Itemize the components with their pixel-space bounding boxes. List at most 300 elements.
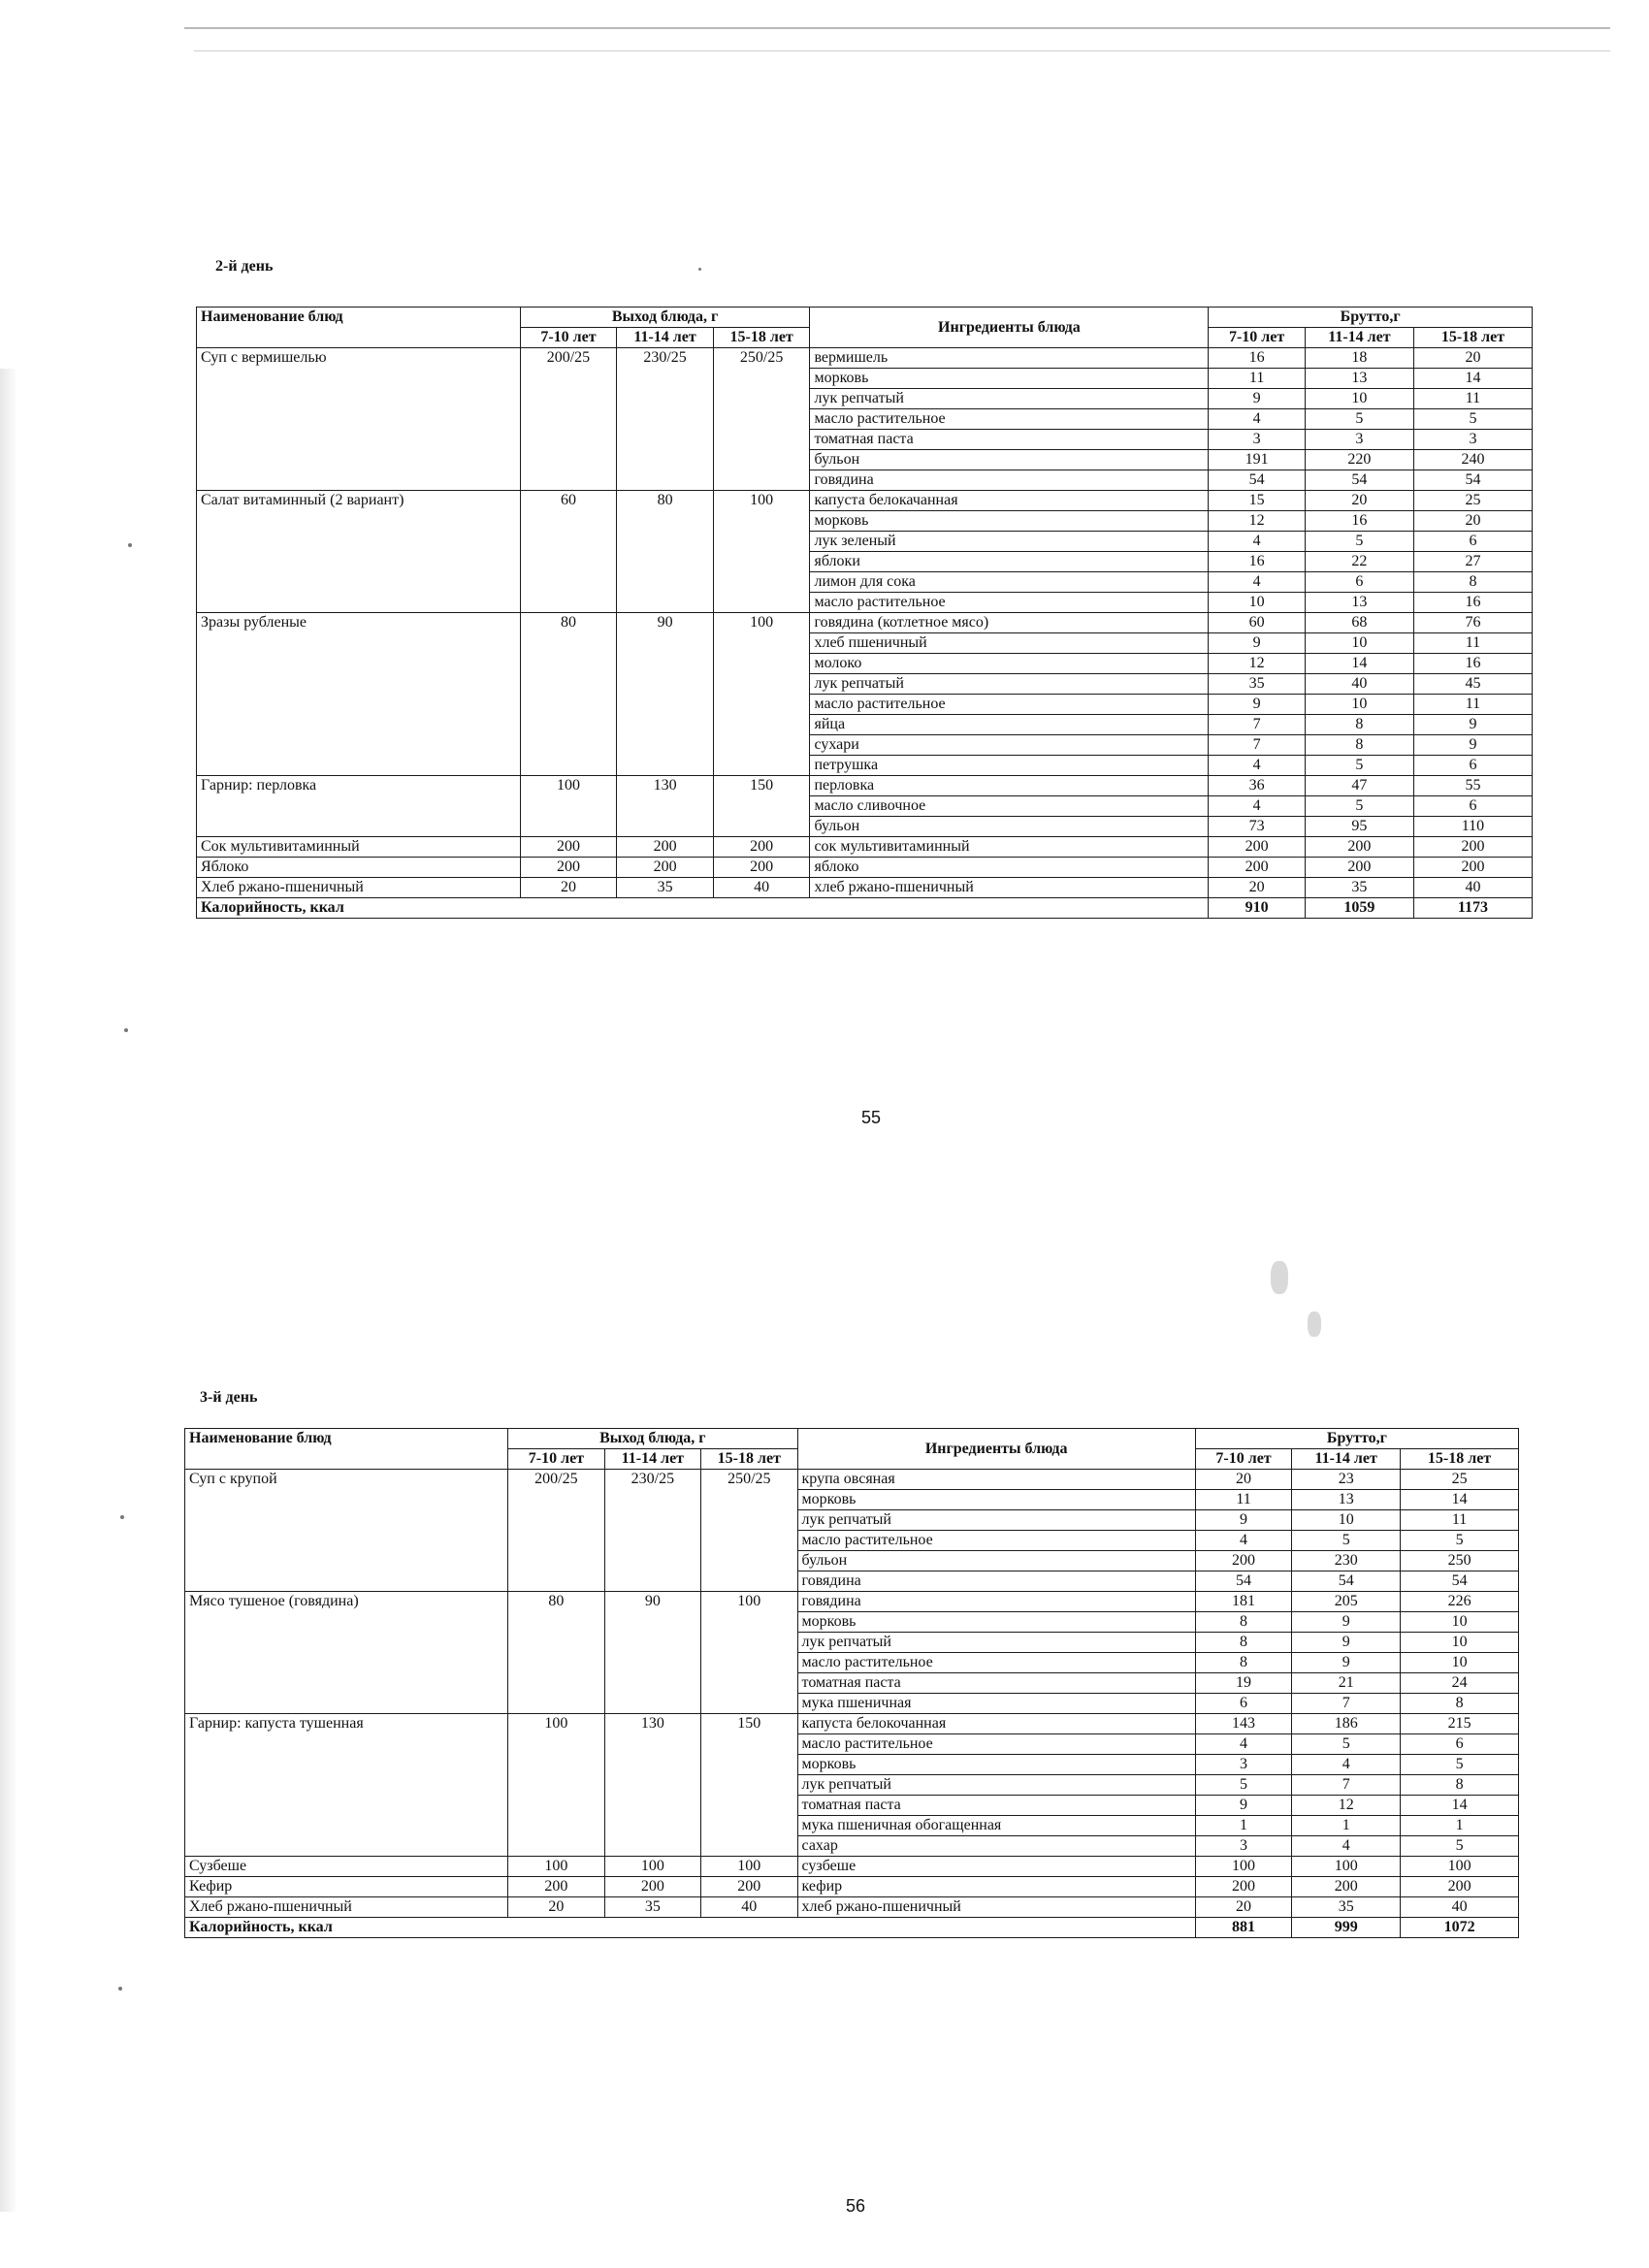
- ingredient-brutto: 110: [1413, 817, 1532, 837]
- page-edge: [194, 50, 1610, 90]
- page-number: 56: [846, 2196, 866, 2216]
- dish-name: Суп с вермишелью: [197, 348, 521, 491]
- dish-output: 80: [617, 491, 714, 613]
- ingredient-name: яйца: [810, 715, 1209, 735]
- scan-speck: [118, 1987, 122, 1991]
- scan-speck: [698, 268, 701, 271]
- ingredient-brutto: 8: [1195, 1612, 1291, 1633]
- ingredient-brutto: 4: [1209, 796, 1306, 817]
- ingredient-name: петрушка: [810, 756, 1209, 776]
- ingredient-brutto: 73: [1209, 817, 1306, 837]
- ingredient-brutto: 35: [1209, 674, 1306, 695]
- ingredient-name: говядина: [797, 1592, 1195, 1612]
- ingredient-brutto: 200: [1413, 858, 1532, 878]
- ingredient-name: морковь: [797, 1755, 1195, 1775]
- ingredient-brutto: 9: [1195, 1796, 1291, 1816]
- ingredient-brutto: 1: [1292, 1816, 1401, 1836]
- ingredient-name: морковь: [810, 369, 1209, 389]
- ingredient-brutto: 16: [1413, 593, 1532, 613]
- ingredient-brutto: 4: [1292, 1836, 1401, 1857]
- ingredient-name: томатная паста: [797, 1796, 1195, 1816]
- ingredient-brutto: 4: [1209, 572, 1306, 593]
- ingredient-brutto: 25: [1413, 491, 1532, 511]
- ingredient-brutto: 5: [1305, 756, 1413, 776]
- header-row: [185, 1429, 1519, 1449]
- dish-name: Гарнир: перловка: [197, 776, 521, 837]
- ingredient-brutto: 250: [1401, 1551, 1519, 1571]
- dish-output: 130: [604, 1714, 700, 1857]
- ingredient-brutto: 15: [1209, 491, 1306, 511]
- ingredient-name: масло растительное: [797, 1734, 1195, 1755]
- ingredient-name: сузбеше: [797, 1857, 1195, 1877]
- ingredient-name: хлеб ржано-пшеничный: [810, 878, 1209, 898]
- ingredient-brutto: 20: [1195, 1897, 1291, 1918]
- ingredient-name: масло растительное: [810, 409, 1209, 430]
- dish-output: 150: [701, 1714, 797, 1857]
- scan-smudge: [1308, 1312, 1321, 1337]
- ingredient-name: вермишель: [810, 348, 1209, 369]
- dish-name: Зразы рубленые: [197, 613, 521, 776]
- ingredient-name: лук репчатый: [797, 1775, 1195, 1796]
- dish-output: 200: [508, 1877, 604, 1897]
- ingredient-brutto: 24: [1401, 1673, 1519, 1694]
- ingredient-name: кефир: [797, 1877, 1195, 1897]
- ingredient-brutto: 14: [1305, 654, 1413, 674]
- ingredient-brutto: 4: [1292, 1755, 1401, 1775]
- age-header: 15-18 лет: [1401, 1449, 1519, 1470]
- ingredient-brutto: 9: [1413, 715, 1532, 735]
- age-header: 7-10 лет: [1209, 328, 1306, 348]
- column-header-ingredients: Ингредиенты блюда: [810, 308, 1209, 348]
- ingredient-brutto: 7: [1209, 715, 1306, 735]
- ingredient-brutto: 5: [1195, 1775, 1291, 1796]
- dish-output: 130: [617, 776, 714, 837]
- column-header-brutto: Брутто,г: [1195, 1429, 1518, 1449]
- calories-label: Калорийность, ккал: [197, 898, 1209, 919]
- ingredient-brutto: 13: [1305, 369, 1413, 389]
- ingredient-brutto: 191: [1209, 450, 1306, 470]
- ingredient-brutto: 9: [1292, 1633, 1401, 1653]
- age-header: 11-14 лет: [1292, 1449, 1401, 1470]
- dish-name: Кефир: [185, 1877, 508, 1897]
- ingredient-name: морковь: [797, 1490, 1195, 1510]
- ingredient-brutto: 68: [1305, 613, 1413, 633]
- ingredient-brutto: 6: [1413, 796, 1532, 817]
- ingredient-brutto: 100: [1195, 1857, 1291, 1877]
- dish-output: 60: [520, 491, 617, 613]
- ingredient-brutto: 5: [1413, 409, 1532, 430]
- ingredient-brutto: 10: [1209, 593, 1306, 613]
- dish-output: 20: [520, 878, 617, 898]
- ingredient-name: яблоки: [810, 552, 1209, 572]
- ingredient-brutto: 4: [1195, 1734, 1291, 1755]
- ingredient-brutto: 5: [1401, 1531, 1519, 1551]
- age-header: 11-14 лет: [1305, 328, 1413, 348]
- ingredient-brutto: 200: [1413, 837, 1532, 858]
- ingredient-name: хлеб ржано-пшеничный: [797, 1897, 1195, 1918]
- ingredient-brutto: 16: [1209, 552, 1306, 572]
- ingredient-brutto: 9: [1292, 1653, 1401, 1673]
- dish-output: 200: [604, 1877, 700, 1897]
- ingredient-brutto: 143: [1195, 1714, 1291, 1734]
- ingredient-brutto: 5: [1401, 1836, 1519, 1857]
- ingredient-brutto: 4: [1195, 1531, 1291, 1551]
- ingredient-brutto: 18: [1305, 348, 1413, 369]
- ingredient-brutto: 4: [1209, 532, 1306, 552]
- ingredient-brutto: 10: [1305, 633, 1413, 654]
- ingredient-brutto: 8: [1401, 1775, 1519, 1796]
- ingredient-brutto: 3: [1305, 430, 1413, 450]
- table-row: [197, 776, 1533, 796]
- scan-smudge: [1271, 1261, 1288, 1294]
- scan-speck: [128, 543, 132, 547]
- ingredient-brutto: 230: [1292, 1551, 1401, 1571]
- ingredient-brutto: 226: [1401, 1592, 1519, 1612]
- ingredient-brutto: 7: [1209, 735, 1306, 756]
- column-header-output: Выход блюда, г: [508, 1429, 797, 1449]
- ingredient-brutto: 100: [1292, 1857, 1401, 1877]
- ingredient-brutto: 20: [1305, 491, 1413, 511]
- ingredient-brutto: 6: [1413, 532, 1532, 552]
- ingredient-name: лук репчатый: [797, 1510, 1195, 1531]
- dish-output: 100: [701, 1857, 797, 1877]
- scan-speck: [124, 1028, 128, 1032]
- ingredient-brutto: 11: [1413, 389, 1532, 409]
- ingredient-brutto: 20: [1413, 348, 1532, 369]
- dish-output: 200/25: [508, 1470, 604, 1592]
- ingredient-brutto: 45: [1413, 674, 1532, 695]
- ingredient-name: лук репчатый: [810, 674, 1209, 695]
- dish-output: 200: [520, 837, 617, 858]
- ingredient-name: морковь: [810, 511, 1209, 532]
- dish-output: 100: [508, 1857, 604, 1877]
- ingredient-brutto: 95: [1305, 817, 1413, 837]
- table-row: [197, 613, 1533, 633]
- age-header: 15-18 лет: [713, 328, 810, 348]
- ingredient-brutto: 5: [1292, 1531, 1401, 1551]
- column-header-output: Выход блюда, г: [520, 308, 810, 328]
- ingredient-name: бульон: [797, 1551, 1195, 1571]
- ingredient-brutto: 8: [1305, 715, 1413, 735]
- dish-output: 100: [508, 1714, 604, 1857]
- ingredient-name: масло растительное: [810, 695, 1209, 715]
- ingredient-brutto: 40: [1305, 674, 1413, 695]
- dish-name: Суп с крупой: [185, 1470, 508, 1592]
- ingredient-brutto: 200: [1195, 1877, 1291, 1897]
- ingredient-brutto: 76: [1413, 613, 1532, 633]
- ingredient-brutto: 12: [1209, 654, 1306, 674]
- table-row: [185, 1857, 1519, 1877]
- ingredient-brutto: 35: [1292, 1897, 1401, 1918]
- table-row: [185, 1877, 1519, 1897]
- dish-output: 80: [520, 613, 617, 776]
- dish-output: 250/25: [713, 348, 810, 491]
- dish-output: 90: [617, 613, 714, 776]
- age-header: 7-10 лет: [520, 328, 617, 348]
- ingredient-brutto: 13: [1305, 593, 1413, 613]
- ingredient-name: сок мультивитаминный: [810, 837, 1209, 858]
- ingredient-brutto: 27: [1413, 552, 1532, 572]
- dish-name: Сок мультивитаминный: [197, 837, 521, 858]
- ingredient-brutto: 11: [1195, 1490, 1291, 1510]
- ingredient-name: масло растительное: [797, 1653, 1195, 1673]
- calories-value: 1173: [1413, 898, 1532, 919]
- calories-row: [197, 898, 1533, 919]
- ingredient-brutto: 200: [1209, 858, 1306, 878]
- scan-speck: [120, 1515, 124, 1519]
- ingredient-name: масло растительное: [797, 1531, 1195, 1551]
- table-row: [197, 491, 1533, 511]
- ingredient-brutto: 12: [1292, 1796, 1401, 1816]
- ingredient-brutto: 16: [1413, 654, 1532, 674]
- dish-output: 80: [508, 1592, 604, 1714]
- ingredient-brutto: 9: [1413, 735, 1532, 756]
- ingredient-name: лук зеленый: [810, 532, 1209, 552]
- ingredient-name: томатная паста: [797, 1673, 1195, 1694]
- table-row: [185, 1897, 1519, 1918]
- ingredient-brutto: 5: [1401, 1755, 1519, 1775]
- ingredient-name: лук репчатый: [810, 389, 1209, 409]
- dish-output: 100: [701, 1592, 797, 1714]
- ingredient-brutto: 8: [1195, 1633, 1291, 1653]
- ingredient-brutto: 200: [1292, 1877, 1401, 1897]
- ingredient-name: перловка: [810, 776, 1209, 796]
- ingredient-brutto: 14: [1401, 1490, 1519, 1510]
- calories-label: Калорийность, ккал: [185, 1918, 1196, 1938]
- ingredient-name: томатная паста: [810, 430, 1209, 450]
- ingredient-brutto: 35: [1305, 878, 1413, 898]
- dish-name: Мясо тушеное (говядина): [185, 1592, 508, 1714]
- table-row: [185, 1470, 1519, 1490]
- ingredient-brutto: 54: [1209, 470, 1306, 491]
- ingredient-brutto: 40: [1413, 878, 1532, 898]
- ingredient-brutto: 8: [1413, 572, 1532, 593]
- ingredient-brutto: 10: [1401, 1633, 1519, 1653]
- dish-output: 20: [508, 1897, 604, 1918]
- ingredient-brutto: 14: [1413, 369, 1532, 389]
- ingredient-brutto: 7: [1292, 1775, 1401, 1796]
- ingredient-name: лук репчатый: [797, 1633, 1195, 1653]
- ingredient-brutto: 5: [1292, 1734, 1401, 1755]
- calories-value: 910: [1209, 898, 1306, 919]
- age-header: 7-10 лет: [1195, 1449, 1291, 1470]
- ingredient-brutto: 215: [1401, 1714, 1519, 1734]
- ingredient-brutto: 10: [1401, 1612, 1519, 1633]
- ingredient-brutto: 200: [1305, 858, 1413, 878]
- column-header-dish: Наименование блюд: [197, 308, 521, 348]
- ingredient-name: хлеб пшеничный: [810, 633, 1209, 654]
- calories-row: [185, 1918, 1519, 1938]
- age-header: 15-18 лет: [1413, 328, 1532, 348]
- ingredient-brutto: 22: [1305, 552, 1413, 572]
- table-row: [185, 1714, 1519, 1734]
- ingredient-brutto: 9: [1292, 1612, 1401, 1633]
- ingredient-name: говядина (котлетное мясо): [810, 613, 1209, 633]
- dish-output: 200: [701, 1877, 797, 1897]
- ingredient-brutto: 5: [1305, 409, 1413, 430]
- ingredient-brutto: 200: [1305, 837, 1413, 858]
- ingredient-brutto: 13: [1292, 1490, 1401, 1510]
- dish-output: 200/25: [520, 348, 617, 491]
- table-row: [197, 837, 1533, 858]
- ingredient-brutto: 54: [1401, 1571, 1519, 1592]
- ingredient-brutto: 9: [1209, 633, 1306, 654]
- ingredient-brutto: 14: [1401, 1796, 1519, 1816]
- ingredient-brutto: 11: [1209, 369, 1306, 389]
- calories-value: 881: [1195, 1918, 1291, 1938]
- calories-value: 1072: [1401, 1918, 1519, 1938]
- scan-shadow: [0, 369, 17, 2212]
- dish-name: Хлеб ржано-пшеничный: [197, 878, 521, 898]
- ingredient-brutto: 11: [1413, 695, 1532, 715]
- ingredient-brutto: 19: [1195, 1673, 1291, 1694]
- ingredient-brutto: 200: [1209, 837, 1306, 858]
- dish-output: 100: [713, 613, 810, 776]
- ingredient-brutto: 54: [1305, 470, 1413, 491]
- ingredient-brutto: 8: [1401, 1694, 1519, 1714]
- ingredient-brutto: 11: [1401, 1510, 1519, 1531]
- ingredient-brutto: 6: [1413, 756, 1532, 776]
- ingredient-brutto: 100: [1401, 1857, 1519, 1877]
- dish-output: 200: [617, 837, 714, 858]
- ingredient-name: капуста белокачанная: [810, 491, 1209, 511]
- age-header: 7-10 лет: [508, 1449, 604, 1470]
- ingredient-brutto: 1: [1401, 1816, 1519, 1836]
- ingredient-brutto: 220: [1305, 450, 1413, 470]
- calories-value: 1059: [1305, 898, 1413, 919]
- ingredient-name: бульон: [810, 450, 1209, 470]
- dish-output: 150: [713, 776, 810, 837]
- table-row: [197, 878, 1533, 898]
- dish-output: 100: [604, 1857, 700, 1877]
- day-title: 2-й день: [215, 258, 274, 275]
- ingredient-brutto: 20: [1195, 1470, 1291, 1490]
- ingredient-name: мука пшеничная: [797, 1694, 1195, 1714]
- dish-output: 200: [713, 858, 810, 878]
- ingredient-name: лимон для сока: [810, 572, 1209, 593]
- column-header-brutto: Брутто,г: [1209, 308, 1533, 328]
- ingredient-name: бульон: [810, 817, 1209, 837]
- ingredient-name: говядина: [797, 1571, 1195, 1592]
- ingredient-brutto: 11: [1413, 633, 1532, 654]
- ingredient-brutto: 47: [1305, 776, 1413, 796]
- ingredient-brutto: 3: [1413, 430, 1532, 450]
- ingredient-brutto: 5: [1305, 796, 1413, 817]
- dish-output: 200: [520, 858, 617, 878]
- column-header-dish: Наименование блюд: [185, 1429, 508, 1470]
- age-header: 11-14 лет: [604, 1449, 700, 1470]
- ingredient-brutto: 55: [1413, 776, 1532, 796]
- ingredient-brutto: 8: [1305, 735, 1413, 756]
- ingredient-brutto: 9: [1195, 1510, 1291, 1531]
- ingredient-brutto: 6: [1305, 572, 1413, 593]
- ingredient-brutto: 9: [1209, 695, 1306, 715]
- ingredient-name: сахар: [797, 1836, 1195, 1857]
- dish-name: Яблоко: [197, 858, 521, 878]
- ingredient-name: морковь: [797, 1612, 1195, 1633]
- dish-output: 90: [604, 1592, 700, 1714]
- menu-table-day-3: [184, 1428, 1519, 1938]
- ingredient-name: масло сливочное: [810, 796, 1209, 817]
- ingredient-brutto: 7: [1292, 1694, 1401, 1714]
- dish-output: 230/25: [604, 1470, 700, 1592]
- dish-output: 35: [604, 1897, 700, 1918]
- table-row: [185, 1592, 1519, 1612]
- ingredient-brutto: 54: [1292, 1571, 1401, 1592]
- dish-output: 230/25: [617, 348, 714, 491]
- dish-name: Салат витаминный (2 вариант): [197, 491, 521, 613]
- ingredient-brutto: 6: [1401, 1734, 1519, 1755]
- ingredient-brutto: 8: [1195, 1653, 1291, 1673]
- ingredient-brutto: 25: [1401, 1470, 1519, 1490]
- ingredient-brutto: 21: [1292, 1673, 1401, 1694]
- ingredient-name: яблоко: [810, 858, 1209, 878]
- page-number: 55: [861, 1108, 882, 1127]
- ingredient-brutto: 23: [1292, 1470, 1401, 1490]
- age-header: 15-18 лет: [701, 1449, 797, 1470]
- ingredient-brutto: 4: [1209, 756, 1306, 776]
- ingredient-brutto: 10: [1292, 1510, 1401, 1531]
- column-header-ingredients: Ингредиенты блюда: [797, 1429, 1195, 1470]
- dish-name: Хлеб ржано-пшеничный: [185, 1897, 508, 1918]
- ingredient-brutto: 9: [1209, 389, 1306, 409]
- ingredient-brutto: 205: [1292, 1592, 1401, 1612]
- age-header: 11-14 лет: [617, 328, 714, 348]
- dish-output: 40: [701, 1897, 797, 1918]
- ingredient-brutto: 186: [1292, 1714, 1401, 1734]
- ingredient-name: мука пшеничная обогащенная: [797, 1816, 1195, 1836]
- ingredient-brutto: 10: [1401, 1653, 1519, 1673]
- ingredient-name: крупа овсяная: [797, 1470, 1195, 1490]
- dish-output: 200: [617, 858, 714, 878]
- ingredient-name: сухари: [810, 735, 1209, 756]
- ingredient-name: молоко: [810, 654, 1209, 674]
- ingredient-brutto: 54: [1195, 1571, 1291, 1592]
- ingredient-brutto: 6: [1195, 1694, 1291, 1714]
- ingredient-brutto: 3: [1209, 430, 1306, 450]
- ingredient-brutto: 200: [1401, 1877, 1519, 1897]
- calories-value: 999: [1292, 1918, 1401, 1938]
- table-row: [197, 858, 1533, 878]
- ingredient-brutto: 16: [1305, 511, 1413, 532]
- ingredient-brutto: 200: [1195, 1551, 1291, 1571]
- header-row: [197, 308, 1533, 328]
- dish-name: Сузбеше: [185, 1857, 508, 1877]
- ingredient-brutto: 40: [1401, 1897, 1519, 1918]
- ingredient-brutto: 3: [1195, 1836, 1291, 1857]
- ingredient-brutto: 54: [1413, 470, 1532, 491]
- dish-output: 35: [617, 878, 714, 898]
- day-title: 3-й день: [200, 1389, 258, 1406]
- ingredient-brutto: 181: [1195, 1592, 1291, 1612]
- dish-output: 40: [713, 878, 810, 898]
- ingredient-brutto: 3: [1195, 1755, 1291, 1775]
- ingredient-brutto: 4: [1209, 409, 1306, 430]
- dish-output: 200: [713, 837, 810, 858]
- ingredient-brutto: 10: [1305, 389, 1413, 409]
- ingredient-brutto: 12: [1209, 511, 1306, 532]
- ingredient-brutto: 20: [1413, 511, 1532, 532]
- ingredient-brutto: 60: [1209, 613, 1306, 633]
- ingredient-brutto: 240: [1413, 450, 1532, 470]
- dish-name: Гарнир: капуста тушенная: [185, 1714, 508, 1857]
- table-row: [197, 348, 1533, 369]
- ingredient-brutto: 5: [1305, 532, 1413, 552]
- ingredient-name: масло растительное: [810, 593, 1209, 613]
- ingredient-brutto: 10: [1305, 695, 1413, 715]
- dish-output: 100: [520, 776, 617, 837]
- ingredient-name: говядина: [810, 470, 1209, 491]
